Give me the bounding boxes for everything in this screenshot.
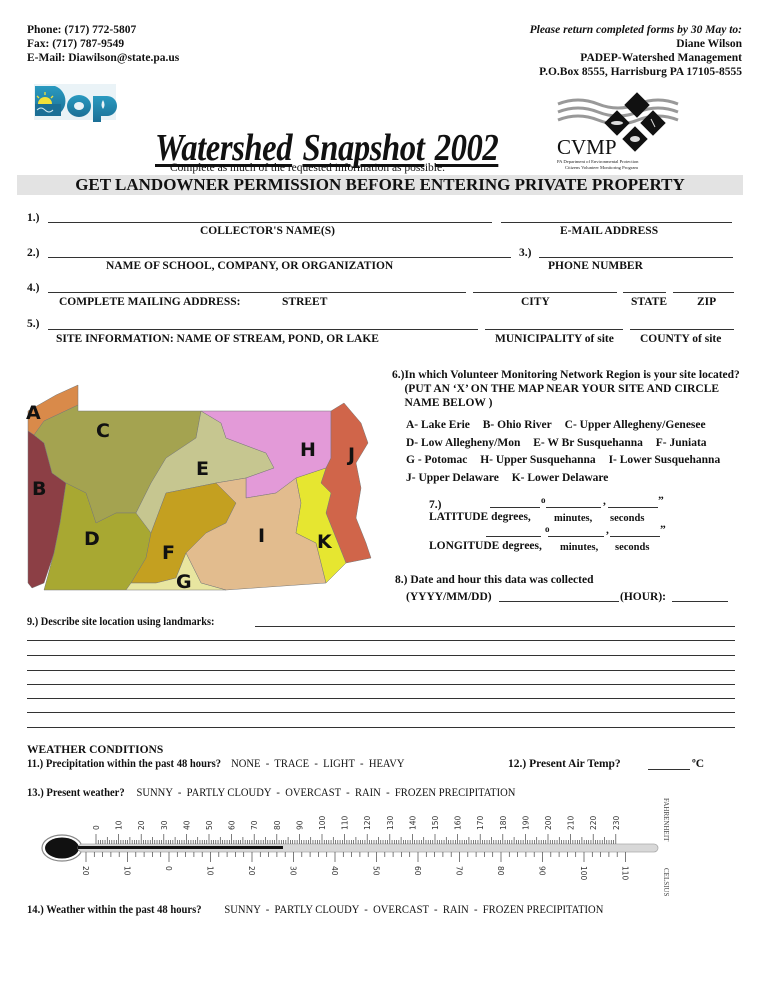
- city-label: CITY: [521, 296, 550, 308]
- svg-text:170: 170: [476, 815, 486, 830]
- municipality-field[interactable]: [485, 329, 623, 330]
- svg-text:60: 60: [413, 866, 422, 876]
- celsius-unit: ºC: [692, 758, 705, 770]
- contact-email: E-Mail: Diawilson@state.pa.us: [27, 52, 180, 64]
- precipitation-options[interactable]: NONE - TRACE - LIGHT - HEAVY: [231, 758, 405, 770]
- date-label: (YYYY/MM/DD): [406, 591, 492, 603]
- map-label-c: C: [96, 420, 110, 442]
- degree-symbol: o: [541, 495, 546, 505]
- map-label-a: A: [26, 402, 41, 424]
- q14-text: Weather within the past 48 hours?: [46, 904, 202, 916]
- longitude-seconds-field[interactable]: [610, 536, 660, 537]
- contact-info: [27, 23, 179, 65]
- return-address-line: P.O.Box 8555, Harrisburg PA 17105-8555: [539, 66, 742, 78]
- q1-number: 1.): [27, 212, 40, 224]
- svg-text:10: 10: [114, 820, 124, 830]
- landmarks-line-6[interactable]: [27, 698, 735, 699]
- svg-text:160: 160: [453, 815, 463, 830]
- svg-text:60: 60: [227, 820, 237, 830]
- svg-text:210: 210: [566, 815, 576, 830]
- fahrenheit-label: FAHRENHEIT: [662, 798, 670, 842]
- form-subtitle: Complete as much of the requested information as possible.: [170, 162, 445, 174]
- title-word-3: 2002: [434, 127, 499, 169]
- lat-minutes-label: minutes,: [554, 513, 593, 524]
- q2-number: 2.): [27, 247, 40, 259]
- q13-text: Present weather?: [46, 787, 125, 799]
- county-field[interactable]: [630, 329, 734, 330]
- long-minutes-label: minutes,: [560, 542, 599, 553]
- svg-text:70: 70: [454, 866, 464, 876]
- return-address: [530, 23, 742, 79]
- region-option-e[interactable]: E- W Br Susquehanna: [533, 436, 643, 449]
- phone-field[interactable]: [539, 257, 733, 258]
- past-weather-options[interactable]: SUNNY - PARTLY CLOUDY - OVERCAST - RAIN - FROZEN PRECIPITATION: [224, 904, 604, 916]
- q11-text: Precipitation within the past 48 hours?: [45, 758, 222, 770]
- svg-text:180: 180: [498, 815, 508, 830]
- region-options: [406, 417, 730, 487]
- q6-question: [392, 368, 752, 410]
- landmarks-line-8[interactable]: [27, 727, 735, 728]
- map-label-b: B: [32, 478, 47, 500]
- map-label-j: J: [348, 444, 356, 466]
- longitude-degrees-field[interactable]: [486, 536, 541, 537]
- svg-text:120: 120: [363, 815, 373, 830]
- landmarks-line-1[interactable]: [255, 626, 735, 627]
- q3-number: 3.): [519, 247, 532, 259]
- q9-question: [27, 616, 214, 628]
- region-option-k[interactable]: K- Lower Delaware: [511, 471, 609, 484]
- q14-number: 14.): [27, 904, 44, 916]
- lat-seconds-label: seconds: [610, 513, 645, 524]
- q6-text: In which Volunteer Monitoring Network Region is your site located? (PUT AN ‘X’ ON THE MAP NEAR YOUR SITE AND CIRCLE NAME BELOW ): [404, 369, 740, 409]
- q9-number: 9.): [27, 616, 39, 628]
- region-option-h[interactable]: H- Upper Susquehanna: [480, 454, 596, 466]
- svg-text:40: 40: [182, 820, 192, 830]
- title-word-1: Watershed: [155, 127, 293, 169]
- svg-text:90: 90: [295, 820, 305, 830]
- q9-text: Describe site location using landmarks:: [40, 616, 215, 628]
- present-weather-options[interactable]: SUNNY - PARTLY CLOUDY - OVERCAST - RAIN - FROZEN PRECIPITATION: [136, 787, 516, 799]
- minute-symbol: ,: [606, 524, 609, 536]
- svg-text:80: 80: [496, 866, 505, 876]
- city-field[interactable]: [473, 292, 617, 293]
- permission-banner: GET LANDOWNER PERMISSION BEFORE ENTERING PRIVATE PROPERTY: [17, 175, 743, 195]
- region-option-b[interactable]: B- Ohio River: [482, 419, 552, 431]
- q4-number: 4.): [27, 282, 40, 294]
- landmarks-line-4[interactable]: [27, 670, 735, 671]
- municipality-label: MUNICIPALITY of site: [495, 333, 614, 345]
- street-field[interactable]: [48, 292, 466, 293]
- svg-text:20: 20: [81, 866, 90, 876]
- svg-text:100: 100: [579, 866, 588, 881]
- minute-symbol: ,: [603, 495, 606, 507]
- second-symbol: ”: [660, 524, 666, 536]
- return-name: Diane Wilson: [676, 38, 742, 50]
- q5-number: 5.): [27, 318, 40, 330]
- svg-text:140: 140: [408, 815, 418, 830]
- svg-text:20: 20: [137, 820, 147, 830]
- svg-text:PA Department of Environmental: PA Department of Environmental Protection: [557, 159, 639, 164]
- landmarks-line-5[interactable]: [27, 684, 735, 685]
- svg-text:130: 130: [385, 815, 395, 830]
- svg-text:Citizens Volunteer Monitoring: Citizens Volunteer Monitoring Program: [565, 165, 638, 170]
- cvmp-logo: [555, 92, 715, 172]
- svg-text:80: 80: [272, 820, 282, 830]
- svg-text:50: 50: [205, 820, 214, 830]
- svg-text:10: 10: [205, 866, 215, 876]
- landmarks-line-3[interactable]: [27, 655, 735, 656]
- q12-text: Present Air Temp?: [529, 758, 621, 770]
- region-option-g[interactable]: G - Potomac: [406, 454, 468, 466]
- region-option-f[interactable]: F- Juniata: [655, 436, 707, 449]
- hour-field[interactable]: [672, 601, 728, 602]
- dep-logo: [31, 80, 119, 122]
- svg-text:50: 50: [371, 866, 381, 876]
- contact-phone: Phone: (717) 772-5807: [27, 24, 137, 36]
- q6-number: 6.): [392, 369, 405, 381]
- county-label: COUNTY of site: [640, 333, 722, 345]
- svg-text:230: 230: [611, 815, 621, 830]
- svg-text:40: 40: [330, 866, 339, 876]
- hour-label: (HOUR):: [620, 591, 666, 603]
- map-label-i: I: [258, 525, 266, 547]
- stream-name-field[interactable]: [48, 329, 478, 330]
- map-label-h: H: [300, 439, 316, 461]
- map-label-d: D: [84, 528, 100, 550]
- latitude-label: LATITUDE degrees,: [429, 511, 531, 523]
- region-option-a[interactable]: A- Lake Erie: [406, 419, 470, 431]
- map-label-g: G: [176, 571, 192, 593]
- q8-question: [395, 574, 594, 586]
- q14-question: [27, 904, 603, 916]
- q12-number: 12.): [508, 758, 527, 770]
- title-word-2: Snapshot: [302, 127, 425, 169]
- q11-question: [27, 758, 404, 770]
- latitude-seconds-field[interactable]: [608, 507, 658, 508]
- return-org: PADEP-Watershed Management: [580, 52, 742, 64]
- weather-heading: WEATHER CONDITIONS: [27, 744, 164, 756]
- q13-question: [27, 787, 515, 799]
- phone-label: PHONE NUMBER: [548, 260, 643, 272]
- q8-text: Date and hour this data was collected: [410, 574, 594, 586]
- svg-text:0: 0: [92, 825, 101, 830]
- svg-text:90: 90: [537, 866, 547, 876]
- q12-question: [508, 758, 621, 770]
- svg-text:30: 30: [159, 820, 169, 830]
- svg-text:20: 20: [247, 866, 256, 876]
- q8-number: 8.): [395, 574, 408, 586]
- map-label-e: E: [196, 458, 209, 480]
- svg-text:30: 30: [288, 866, 298, 876]
- long-seconds-label: seconds: [615, 542, 650, 553]
- contact-fax: Fax: (717) 787-9549: [27, 38, 125, 50]
- collector-name-label: COLLECTOR'S NAME(S): [200, 225, 335, 237]
- date-field[interactable]: [499, 601, 619, 602]
- svg-text:0: 0: [164, 866, 173, 871]
- svg-text:190: 190: [521, 815, 531, 830]
- region-option-j[interactable]: J- Upper Delaware: [406, 471, 499, 484]
- state-field[interactable]: [623, 292, 666, 293]
- svg-text:150: 150: [431, 815, 440, 830]
- return-instruction: Please return completed forms by 30 May to:: [529, 24, 742, 36]
- latitude-minutes-field[interactable]: [546, 507, 601, 508]
- q13-number: 13.): [27, 787, 44, 799]
- site-info-label: SITE INFORMATION: NAME OF STREAM, POND, OR LAKE: [56, 333, 379, 345]
- mailing-address-label: COMPLETE MAILING ADDRESS:: [59, 296, 241, 308]
- organization-field[interactable]: [48, 257, 511, 258]
- organization-label: NAME OF SCHOOL, COMPANY, OR ORGANIZATION: [106, 260, 394, 272]
- email-label: E-MAIL ADDRESS: [560, 225, 659, 237]
- svg-text:110: 110: [340, 815, 350, 830]
- region-option-i[interactable]: I- Lower Susquehanna: [608, 454, 721, 466]
- street-label: STREET: [282, 296, 328, 308]
- svg-text:200: 200: [544, 815, 553, 830]
- zip-label: ZIP: [697, 296, 717, 308]
- longitude-minutes-field[interactable]: [548, 536, 604, 537]
- svg-text:100: 100: [318, 815, 327, 830]
- zip-field[interactable]: [673, 292, 734, 293]
- longitude-label: LONGITUDE degrees,: [429, 540, 542, 552]
- svg-text:10: 10: [122, 866, 132, 876]
- thermometer-graphic: [30, 798, 690, 897]
- cvmp-wordmark: CVMP: [557, 135, 617, 159]
- state-label: STATE: [631, 296, 668, 308]
- landmarks-line-2[interactable]: [27, 640, 735, 641]
- q7-number: 7.): [429, 499, 442, 511]
- email-field[interactable]: [501, 222, 732, 223]
- pa-region-map[interactable]: [26, 383, 386, 593]
- collector-name-field[interactable]: [48, 222, 492, 223]
- map-label-f: F: [162, 542, 175, 564]
- map-label-k: K: [317, 531, 332, 553]
- second-symbol: ”: [658, 495, 664, 507]
- q11-number: 11.): [27, 758, 44, 770]
- svg-text:220: 220: [589, 815, 599, 830]
- region-option-c[interactable]: C- Upper Allegheny/Genesee: [564, 419, 706, 431]
- degree-symbol: o: [545, 524, 550, 534]
- svg-text:110: 110: [620, 866, 630, 881]
- air-temp-field[interactable]: [648, 769, 690, 770]
- latitude-degrees-field[interactable]: [490, 507, 540, 508]
- svg-text:70: 70: [250, 820, 260, 830]
- region-option-d[interactable]: D- Low Allegheny/Mon: [406, 436, 521, 449]
- landmarks-line-7[interactable]: [27, 712, 735, 713]
- celsius-label: CELSIUS: [662, 868, 670, 897]
